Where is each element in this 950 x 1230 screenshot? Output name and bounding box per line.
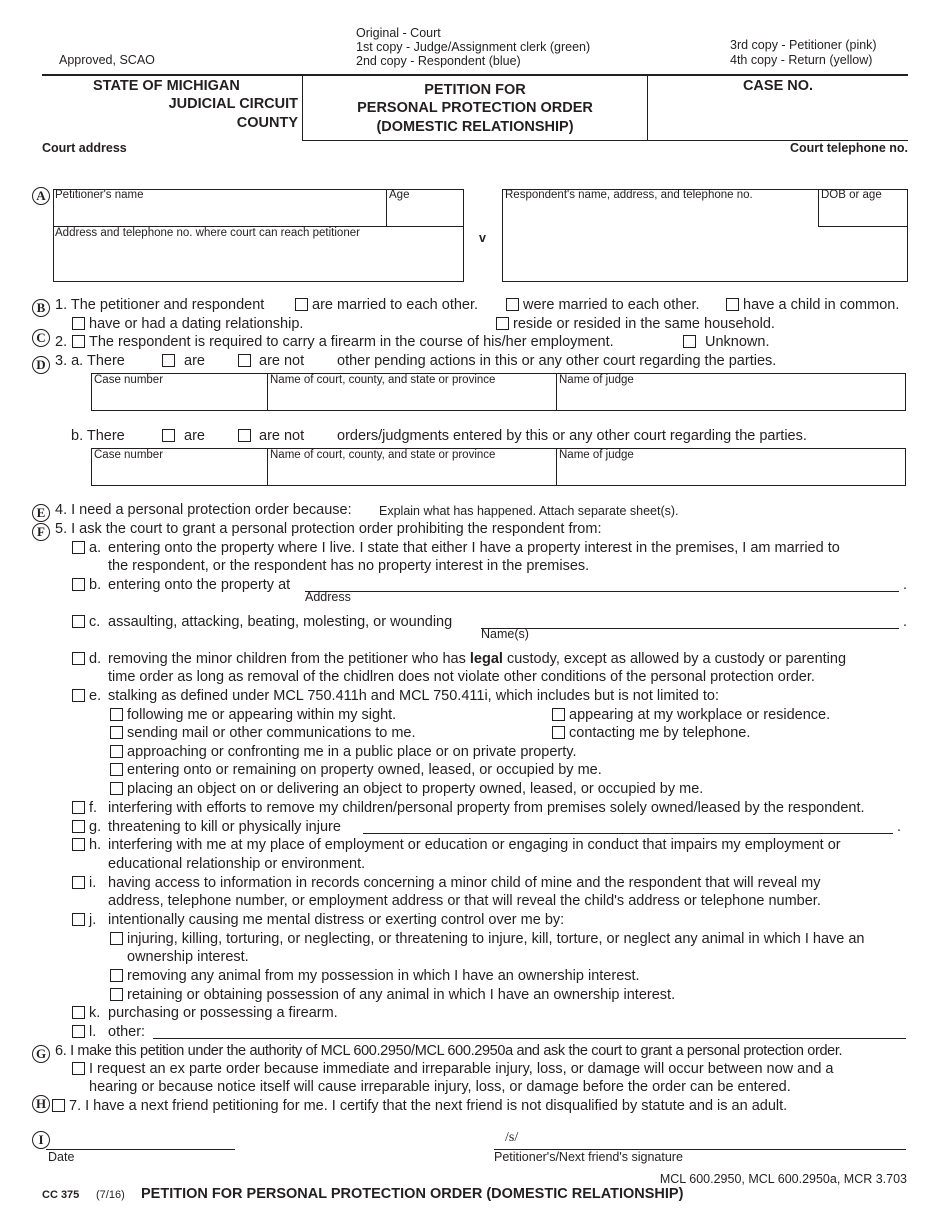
item3b-lead: b. There	[71, 428, 125, 444]
dating-checkbox[interactable]	[72, 317, 85, 330]
5b-letter: b.	[89, 577, 102, 593]
5c-names-label: Name(s)	[481, 627, 529, 641]
5e2-checkbox[interactable]	[552, 708, 565, 721]
footer-title: PETITION FOR PERSONAL PROTECTION ORDER (DOMESTIC RELATIONSHIP)	[141, 1186, 684, 1202]
5b-text: entering onto the property at	[108, 577, 291, 593]
household-checkbox[interactable]	[496, 317, 509, 330]
orders-judge-label: Name of judge	[559, 449, 634, 461]
unknown-checkbox[interactable]	[683, 335, 696, 348]
5e4-checkbox[interactable]	[552, 726, 565, 739]
5h-checkbox[interactable]	[72, 838, 85, 851]
court-address-label: Court address	[42, 141, 127, 155]
dob-label: DOB or age	[821, 189, 882, 201]
5e-letter: e.	[89, 688, 102, 704]
item4-note: Explain what has happened. Attach separate sheet(s).	[379, 504, 679, 518]
pending-col-divider-2	[556, 373, 557, 411]
5g-period: .	[897, 819, 902, 835]
form-title-line2: PERSONAL PROTECTION ORDER	[357, 100, 593, 116]
copy-third: 3rd copy - Petitioner (pink)	[730, 38, 877, 52]
5e1-label: following me or appearing within my sight.	[127, 707, 397, 723]
ex-parte-checkbox[interactable]	[72, 1062, 85, 1075]
5l-text: other:	[108, 1024, 146, 1040]
state-label: STATE OF MICHIGAN	[93, 78, 240, 94]
item6-text: 6. I make this petition under the authority of MCL 600.2950/MCL 600.2950a and ask the court to grant a personal protection order.	[55, 1043, 843, 1059]
marker-g: G	[32, 1045, 50, 1063]
dob-bottom-rule	[818, 226, 908, 227]
5g-fill-line[interactable]	[363, 833, 893, 834]
form-title-line3: (DOMESTIC RELATIONSHIP)	[376, 119, 574, 135]
5a-line2: the respondent, or the respondent has no property interest in the premises.	[108, 558, 590, 574]
age-label: Age	[389, 189, 410, 201]
approved-label: Approved, SCAO	[59, 53, 155, 67]
5j1-line2: ownership interest.	[127, 949, 249, 965]
5l-checkbox[interactable]	[72, 1025, 85, 1038]
age-divider	[386, 189, 387, 226]
marker-f: F	[32, 523, 50, 541]
pending-are-not-label: are not	[259, 353, 305, 369]
item7-text: 7. I have a next friend petitioning for me. I certify that the next friend is not disqualified by statute and is an adult.	[69, 1098, 788, 1114]
unknown-label: Unknown.	[705, 334, 770, 350]
item3b-tail: orders/judgments entered by this or any other court regarding the parties.	[337, 428, 807, 444]
5d-checkbox[interactable]	[72, 652, 85, 665]
household-label: reside or resided in the same household.	[513, 316, 775, 332]
form-number: CC 375	[42, 1189, 80, 1201]
married-label: are married to each other.	[312, 297, 479, 313]
5k-checkbox[interactable]	[72, 1006, 85, 1019]
signature-label: Petitioner's/Next friend's signature	[494, 1150, 683, 1164]
item2-number: 2.	[55, 334, 68, 350]
item4-text: 4. I need a personal protection order because:	[55, 502, 352, 518]
marker-a: A	[32, 187, 50, 205]
5b-period: .	[903, 577, 908, 593]
pending-col-divider-1	[267, 373, 268, 411]
were-married-checkbox[interactable]	[506, 298, 519, 311]
5j2-label: removing any animal from my possession in which I have an ownership interest.	[127, 968, 640, 984]
versus-label: v	[479, 231, 486, 245]
form-revision: (7/16)	[96, 1189, 125, 1201]
married-checkbox[interactable]	[295, 298, 308, 311]
pending-are-checkbox[interactable]	[162, 354, 175, 367]
marker-c: C	[32, 329, 50, 347]
5e6-checkbox[interactable]	[110, 763, 123, 776]
5e-text: stalking as defined under MCL 750.411h and MCL 750.411i, which includes but is not limited to:	[108, 688, 719, 704]
5f-letter: f.	[89, 800, 98, 816]
copy-second: 2nd copy - Respondent (blue)	[356, 54, 521, 68]
orders-case-number-label: Case number	[94, 449, 164, 461]
petitioner-address-label: Address and telephone no. where court can reach petitioner	[55, 227, 360, 239]
5l-letter: l.	[89, 1024, 97, 1040]
5b-checkbox[interactable]	[72, 578, 85, 591]
marker-h: H	[32, 1095, 50, 1113]
county-label: COUNTY	[236, 115, 298, 131]
5g-checkbox[interactable]	[72, 820, 85, 833]
child-in-common-label: have a child in common.	[743, 297, 900, 313]
item3a-lead: 3. a. There	[55, 353, 125, 369]
5k-text: purchasing or possessing a firearm.	[108, 1005, 338, 1021]
5e4-label: contacting me by telephone.	[569, 725, 751, 741]
5i-letter: i.	[89, 875, 97, 891]
5c-checkbox[interactable]	[72, 615, 85, 628]
5e5-label: approaching or confronting me in a public place or on private property.	[127, 744, 577, 760]
5a-checkbox[interactable]	[72, 541, 85, 554]
pending-are-label: are	[184, 353, 205, 369]
date-label: Date	[48, 1150, 75, 1164]
header-title-rule	[302, 140, 648, 141]
court-phone-label: Court telephone no.	[789, 141, 908, 155]
5e6-label: entering onto or remaining on property owned, leased, or occupied by me.	[127, 762, 602, 778]
pending-case-number-label: Case number	[94, 374, 164, 386]
petitioner-name-label: Petitioner's name	[55, 189, 144, 201]
5d-line2: time order as long as removal of the chidlren does not violate other conditions of the personal protection order.	[108, 669, 815, 685]
orders-are-not-checkbox[interactable]	[238, 429, 251, 442]
marker-e: E	[32, 504, 50, 522]
dating-label: have or had a dating relationship.	[89, 316, 304, 332]
5h-letter: h.	[89, 837, 102, 853]
5j-letter: j.	[89, 912, 97, 928]
5j-text: intentionally causing me mental distress or exerting control over me by:	[108, 912, 565, 928]
marker-b: B	[32, 299, 50, 317]
pending-actions-table[interactable]	[91, 373, 906, 411]
5e7-label: placing an object on or delivering an object to property owned, leased, or occupied by me.	[127, 781, 704, 797]
respondent-label: Respondent's name, address, and telephone no.	[505, 189, 753, 201]
5c-names-line[interactable]	[481, 628, 899, 629]
item2-text: The respondent is required to carry a firearm in the course of his/her employment.	[89, 334, 614, 350]
dob-divider	[818, 189, 819, 227]
case-no-label: CASE NO.	[742, 78, 814, 94]
5j-checkbox[interactable]	[72, 913, 85, 926]
pending-court-label: Name of court, county, and state or province	[270, 374, 496, 386]
form-title-line1: PETITION FOR	[424, 82, 526, 98]
5d-letter: d.	[89, 651, 102, 667]
5h-line1: interfering with me at my place of employment or education or engaging in conduct that impairs my employment or	[108, 837, 841, 853]
5j1-line1: injuring, killing, torturing, or neglecting, or threatening to injure, kill, torture, or neglect any animal in which I have an	[127, 931, 865, 947]
copy-original: Original - Court	[356, 26, 441, 40]
child-in-common-checkbox[interactable]	[726, 298, 739, 311]
marker-i: I	[32, 1131, 50, 1149]
orders-court-label: Name of court, county, and state or province	[270, 449, 496, 461]
5c-letter: c.	[89, 614, 101, 630]
5j1-checkbox[interactable]	[110, 932, 123, 945]
5h-line2: educational relationship or environment.	[108, 856, 366, 872]
5j3-checkbox[interactable]	[110, 988, 123, 1001]
item6-line2: hearing or because notice itself will cause irreparable injury, loss, or damage before the order can be entered.	[89, 1079, 791, 1095]
orders-are-not-label: are not	[259, 428, 305, 444]
5i-line2: address, telephone number, or employment address or that will reveal the child's address or telephone number.	[108, 893, 821, 909]
orders-table[interactable]	[91, 448, 906, 486]
5b-address-line[interactable]	[305, 591, 899, 592]
copy-first: 1st copy - Judge/Assignment clerk (green)	[356, 40, 591, 54]
signature-mark: /s/	[505, 1130, 519, 1145]
5e2-label: appearing at my workplace or residence.	[569, 707, 831, 723]
orders-col-divider-2	[556, 448, 557, 486]
were-married-label: were married to each other.	[523, 297, 700, 313]
pending-are-not-checkbox[interactable]	[238, 354, 251, 367]
5j3-label: retaining or obtaining possession of any animal in which I have an ownership interest.	[127, 987, 676, 1003]
item3a-tail: other pending actions in this or any other court regarding the parties.	[337, 353, 777, 369]
header-top-rule	[42, 74, 908, 76]
5i-line1: having access to information in records concerning a minor child of mine and the respondent that will reveal my	[108, 875, 821, 891]
next-friend-checkbox[interactable]	[52, 1099, 65, 1112]
authority-citation: MCL 600.2950, MCL 600.2950a, MCR 3.703	[659, 1172, 907, 1186]
orders-col-divider-1	[267, 448, 268, 486]
5d-line1: removing the minor children from the petitioner who has legal custody, except as allowed by a custody or parenting	[108, 651, 847, 667]
5e7-checkbox[interactable]	[110, 782, 123, 795]
5l-other-line[interactable]	[153, 1038, 906, 1039]
5e3-label: sending mail or other communications to me.	[127, 725, 416, 741]
firearm-employment-checkbox[interactable]	[72, 335, 85, 348]
respondent-box[interactable]	[502, 189, 908, 282]
5e1-checkbox[interactable]	[110, 708, 123, 721]
5k-letter: k.	[89, 1005, 101, 1021]
copy-fourth: 4th copy - Return (yellow)	[730, 53, 873, 67]
5e3-checkbox[interactable]	[110, 726, 123, 739]
item1-text: 1. The petitioner and respondent	[55, 297, 265, 313]
item5-text: 5. I ask the court to grant a personal protection order prohibiting the respondent from:	[55, 521, 602, 537]
marker-d: D	[32, 356, 50, 374]
item6-line1: I request an ex parte order because immediate and irreparable injury, loss, or damage will occur between now and a	[89, 1061, 834, 1077]
orders-are-checkbox[interactable]	[162, 429, 175, 442]
5e-checkbox[interactable]	[72, 689, 85, 702]
pending-judge-label: Name of judge	[559, 374, 634, 386]
5i-checkbox[interactable]	[72, 876, 85, 889]
5g-letter: g.	[89, 819, 102, 835]
5c-text: assaulting, attacking, beating, molesting, or wounding	[108, 614, 453, 630]
5a-letter: a.	[89, 540, 102, 556]
5c-period: .	[903, 614, 908, 630]
judicial-circuit-label: JUDICIAL CIRCUIT	[168, 96, 298, 112]
5f-text: interfering with efforts to remove my children/personal property from premises solely owned/leased by the respondent.	[108, 800, 865, 816]
5b-address-label: Address	[305, 590, 351, 604]
5f-checkbox[interactable]	[72, 801, 85, 814]
orders-are-label: are	[184, 428, 205, 444]
5j2-checkbox[interactable]	[110, 969, 123, 982]
5g-text: threatening to kill or physically injure	[108, 819, 341, 835]
5e5-checkbox[interactable]	[110, 745, 123, 758]
5a-line1: entering onto the property where I live. I state that either I have a property interest in the premises, I am married to	[108, 540, 840, 556]
